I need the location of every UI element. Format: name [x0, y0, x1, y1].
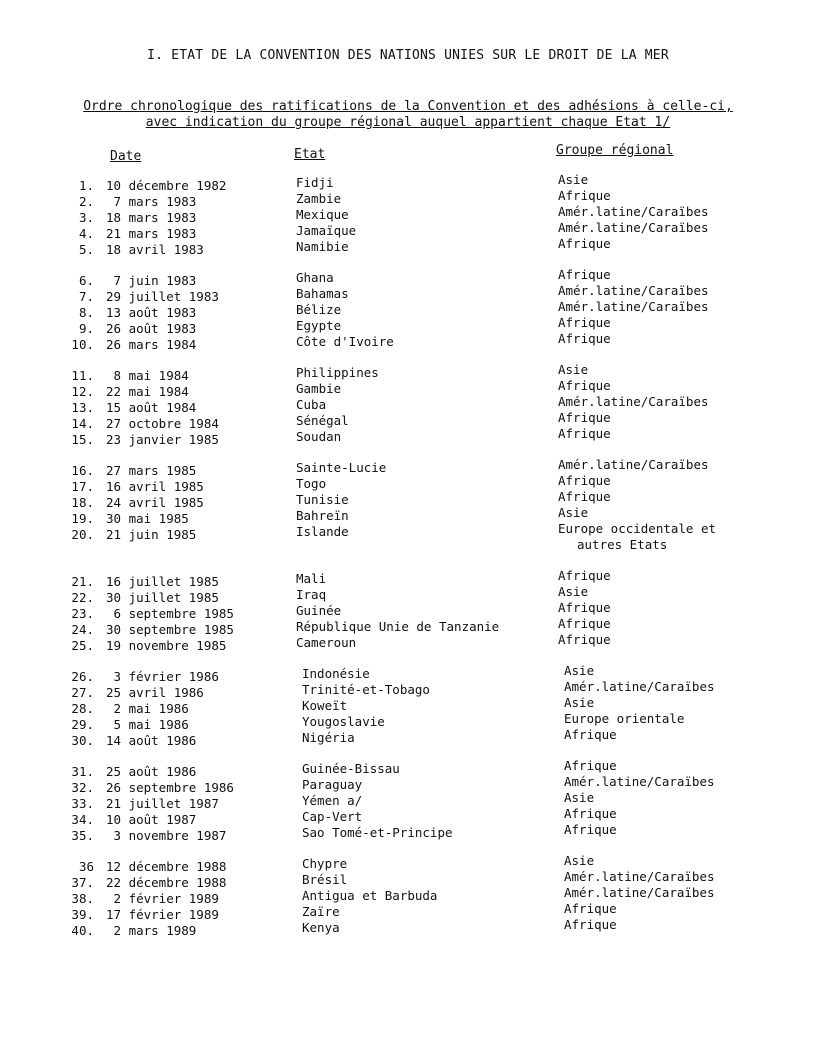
row-date: 30 juillet 1985	[106, 590, 219, 605]
row-date: 18 avril 1983	[106, 242, 204, 257]
row-groupe: Afrique	[558, 378, 611, 393]
table-row	[0, 299, 816, 321]
table-row	[0, 632, 816, 654]
row-date: 22 mai 1984	[106, 384, 189, 399]
row-date: 21 juin 1985	[106, 527, 197, 542]
row-etat: Zaïre	[302, 904, 340, 919]
row-etat: Namibie	[296, 239, 349, 254]
row-date: 2 mars 1989	[106, 923, 197, 938]
table-row	[0, 679, 816, 701]
row-etat: Indonésie	[302, 666, 370, 681]
row-groupe: Afrique	[558, 616, 611, 631]
row-groupe: Asie	[558, 505, 589, 520]
row-etat: Guinée-Bissau	[302, 761, 400, 776]
row-number: 26.	[71, 669, 94, 684]
row-number: 1.	[78, 178, 94, 193]
row-date: 13 août 1983	[106, 305, 197, 320]
row-etat: Brésil	[302, 872, 348, 887]
row-groupe: Amér.latine/Caraïbes	[558, 283, 709, 298]
row-date: 24 avril 1985	[106, 495, 204, 510]
row-number: 31.	[71, 764, 94, 779]
row-number: 38.	[71, 891, 94, 906]
table-row	[0, 584, 816, 606]
ratification-table	[0, 172, 816, 939]
row-etat: Nigéria	[302, 730, 355, 745]
row-number: 8.	[78, 305, 94, 320]
row-number: 12.	[71, 384, 94, 399]
row-etat: Soudan	[296, 429, 342, 444]
row-number: 10.	[71, 337, 94, 352]
row-groupe: Afrique	[564, 917, 617, 932]
column-header-date: Date	[110, 149, 142, 164]
row-etat: Jamaïque	[296, 223, 357, 238]
row-groupe: Afrique	[558, 473, 611, 488]
row-number: 15.	[71, 432, 94, 447]
row-groupe: Afrique	[564, 806, 617, 821]
row-date: 27 octobre 1984	[106, 416, 219, 431]
row-date: 16 juillet 1985	[106, 574, 219, 589]
row-number: 18.	[71, 495, 94, 510]
row-groupe: Asie	[558, 362, 589, 377]
row-etat: Sénégal	[296, 413, 349, 428]
row-etat: Yougoslavie	[302, 714, 385, 729]
row-etat: Kenya	[302, 920, 340, 935]
table-row	[0, 236, 816, 258]
row-groupe: Amér.latine/Caraïbes	[558, 299, 709, 314]
table-row	[0, 220, 816, 242]
row-number: 4.	[78, 226, 94, 241]
table-row	[0, 473, 816, 495]
row-etat: Paraguay	[302, 777, 363, 792]
row-groupe: Amér.latine/Caraïbes	[564, 774, 715, 789]
row-number: 37.	[71, 875, 94, 890]
table-row	[0, 616, 816, 638]
row-number: 32.	[71, 780, 94, 795]
row-number: 13.	[71, 400, 94, 415]
row-date: 25 août 1986	[106, 764, 197, 779]
row-groupe: Afrique	[558, 426, 611, 441]
row-date: 10 décembre 1982	[106, 178, 227, 193]
row-number: 22.	[71, 590, 94, 605]
row-etat: Iraq	[296, 587, 327, 602]
row-groupe: Asie	[564, 853, 595, 868]
row-date: 16 avril 1985	[106, 479, 204, 494]
row-date: 14 août 1986	[106, 733, 197, 748]
row-etat: Bahamas	[296, 286, 349, 301]
row-number: 9.	[78, 321, 94, 336]
row-groupe: Afrique	[564, 822, 617, 837]
column-header-groupe: Groupe régional	[556, 143, 674, 158]
row-number: 7.	[78, 289, 94, 304]
row-etat: Côte d'Ivoire	[296, 334, 394, 349]
table-row	[0, 774, 816, 796]
row-etat: Ghana	[296, 270, 334, 285]
row-number: 33.	[71, 796, 94, 811]
row-number: 40.	[71, 923, 94, 938]
row-date: 18 mars 1983	[106, 210, 197, 225]
row-etat: Zambie	[296, 191, 342, 206]
row-etat: Bélize	[296, 302, 342, 317]
subtitle-line-2: avec indication du groupe régional auquel appartient chaque Etat 1/	[145, 115, 671, 130]
row-groupe: Afrique	[564, 727, 617, 742]
row-date: 25 avril 1986	[106, 685, 204, 700]
subtitle-line-1: Ordre chronologique des ratifications de la Convention et des adhésions à celle-ci,	[83, 99, 733, 114]
row-date: 21 juillet 1987	[106, 796, 219, 811]
row-number: 30.	[71, 733, 94, 748]
table-row	[0, 315, 816, 337]
row-number: 34.	[71, 812, 94, 827]
row-groupe: Afrique	[558, 632, 611, 647]
row-date: 7 juin 1983	[106, 273, 197, 288]
row-date: 3 novembre 1987	[106, 828, 227, 843]
table-row	[0, 901, 816, 923]
row-etat: Mexique	[296, 207, 349, 222]
row-date: 17 février 1989	[106, 907, 219, 922]
table-row	[0, 822, 816, 844]
table-row	[0, 917, 816, 939]
row-etat: Trinité-et-Tobago	[302, 682, 430, 697]
row-groupe: Amér.latine/Caraïbes	[558, 457, 709, 472]
row-groupe: Asie	[564, 663, 595, 678]
row-etat: Cap-Vert	[302, 809, 363, 824]
table-row	[0, 394, 816, 416]
row-date: 7 mars 1983	[106, 194, 197, 209]
row-etat: Islande	[296, 524, 349, 539]
row-date: 2 mai 1986	[106, 701, 189, 716]
row-date: 6 septembre 1985	[106, 606, 234, 621]
row-groupe: Asie	[558, 172, 589, 187]
row-groupe: Afrique	[564, 901, 617, 916]
row-date: 15 août 1984	[106, 400, 197, 415]
row-number: 11.	[71, 368, 94, 383]
table-row	[0, 331, 816, 353]
row-date: 19 novembre 1985	[106, 638, 227, 653]
row-number: 6.	[78, 273, 94, 288]
table-row	[0, 711, 816, 733]
row-etat: République Unie de Tanzanie	[296, 619, 500, 634]
row-number: 17.	[71, 479, 94, 494]
row-date: 30 mai 1985	[106, 511, 189, 526]
row-groupe: Asie	[558, 584, 589, 599]
row-groupe: Afrique	[558, 410, 611, 425]
row-etat: Yémen a/	[302, 793, 363, 808]
row-date: 23 janvier 1985	[106, 432, 219, 447]
row-date: 30 septembre 1985	[106, 622, 234, 637]
row-groupe: Afrique	[558, 315, 611, 330]
row-date: 21 mars 1983	[106, 226, 197, 241]
table-row	[0, 521, 816, 543]
row-number: 16.	[71, 463, 94, 478]
table-row	[0, 362, 816, 384]
row-etat: Cameroun	[296, 635, 357, 650]
row-groupe: Amér.latine/Caraïbes	[564, 869, 715, 884]
row-date: 3 février 1986	[106, 669, 219, 684]
row-number: 28.	[71, 701, 94, 716]
row-groupe: Amér.latine/Caraïbes	[564, 885, 715, 900]
table-row	[0, 457, 816, 479]
row-groupe: Amér.latine/Caraïbes	[564, 679, 715, 694]
row-groupe: Afrique	[558, 600, 611, 615]
row-number: 39.	[71, 907, 94, 922]
row-groupe: Amér.latine/Caraïbes	[558, 220, 709, 235]
row-groupe: Afrique	[564, 758, 617, 773]
row-groupe: Afrique	[558, 188, 611, 203]
row-etat: Egypte	[296, 318, 342, 333]
row-number: 24.	[71, 622, 94, 637]
row-date: 26 août 1983	[106, 321, 197, 336]
row-groupe: Europe occidentale et	[558, 521, 717, 536]
row-groupe: Asie	[564, 790, 595, 805]
row-number: 20.	[71, 527, 94, 542]
table-row	[0, 885, 816, 907]
row-groupe: Afrique	[558, 236, 611, 251]
row-groupe: Amér.latine/Caraïbes	[558, 394, 709, 409]
row-groupe-continuation: autres Etats	[577, 537, 668, 552]
page-title: I. ETAT DE LA CONVENTION DES NATIONS UNIES SUR LE DROIT DE LA MER	[147, 48, 669, 63]
table-row	[0, 727, 816, 749]
row-etat: Mali	[296, 571, 327, 586]
row-etat: Chypre	[302, 856, 348, 871]
column-header-etat: Etat	[294, 147, 326, 162]
row-groupe: Asie	[564, 695, 595, 710]
row-date: 27 mars 1985	[106, 463, 197, 478]
row-number: 5.	[78, 242, 94, 257]
row-groupe: Amér.latine/Caraïbes	[558, 204, 709, 219]
row-groupe: Afrique	[558, 568, 611, 583]
row-etat: Koweït	[302, 698, 348, 713]
row-etat: Bahreïn	[296, 508, 349, 523]
row-number: 21.	[71, 574, 94, 589]
row-date: 26 mars 1984	[106, 337, 197, 352]
table-row	[0, 489, 816, 511]
row-number: 36	[78, 859, 94, 874]
table-row	[0, 172, 816, 194]
row-number: 27.	[71, 685, 94, 700]
row-etat: Fidji	[296, 175, 334, 190]
row-number: 25.	[71, 638, 94, 653]
table-row	[0, 568, 816, 590]
row-number: 19.	[71, 511, 94, 526]
table-row	[0, 790, 816, 812]
row-groupe: Afrique	[558, 489, 611, 504]
row-date: 5 mai 1986	[106, 717, 189, 732]
row-date: 12 décembre 1988	[106, 859, 227, 874]
row-groupe: Afrique	[558, 331, 611, 346]
row-number: 2.	[78, 194, 94, 209]
row-etat: Gambie	[296, 381, 342, 396]
row-groupe: Europe orientale	[564, 711, 685, 726]
row-number: 14.	[71, 416, 94, 431]
row-number: 35.	[71, 828, 94, 843]
row-etat: Guinée	[296, 603, 342, 618]
row-etat: Cuba	[296, 397, 327, 412]
row-number: 29.	[71, 717, 94, 732]
row-date: 8 mai 1984	[106, 368, 189, 383]
row-date: 22 décembre 1988	[106, 875, 227, 890]
table-row-continuation	[0, 537, 816, 559]
row-etat: Philippines	[296, 365, 379, 380]
row-etat: Sainte-Lucie	[296, 460, 387, 475]
row-date: 2 février 1989	[106, 891, 219, 906]
row-date: 29 juillet 1983	[106, 289, 219, 304]
row-etat: Sao Tomé-et-Principe	[302, 825, 453, 840]
row-date: 10 août 1987	[106, 812, 197, 827]
table-row	[0, 695, 816, 717]
row-etat: Antigua et Barbuda	[302, 888, 438, 903]
table-row	[0, 426, 816, 448]
row-number: 3.	[78, 210, 94, 225]
row-groupe: Afrique	[558, 267, 611, 282]
row-number: 23.	[71, 606, 94, 621]
row-etat: Togo	[296, 476, 327, 491]
row-etat: Tunisie	[296, 492, 349, 507]
table-row	[0, 410, 816, 432]
row-date: 26 septembre 1986	[106, 780, 234, 795]
